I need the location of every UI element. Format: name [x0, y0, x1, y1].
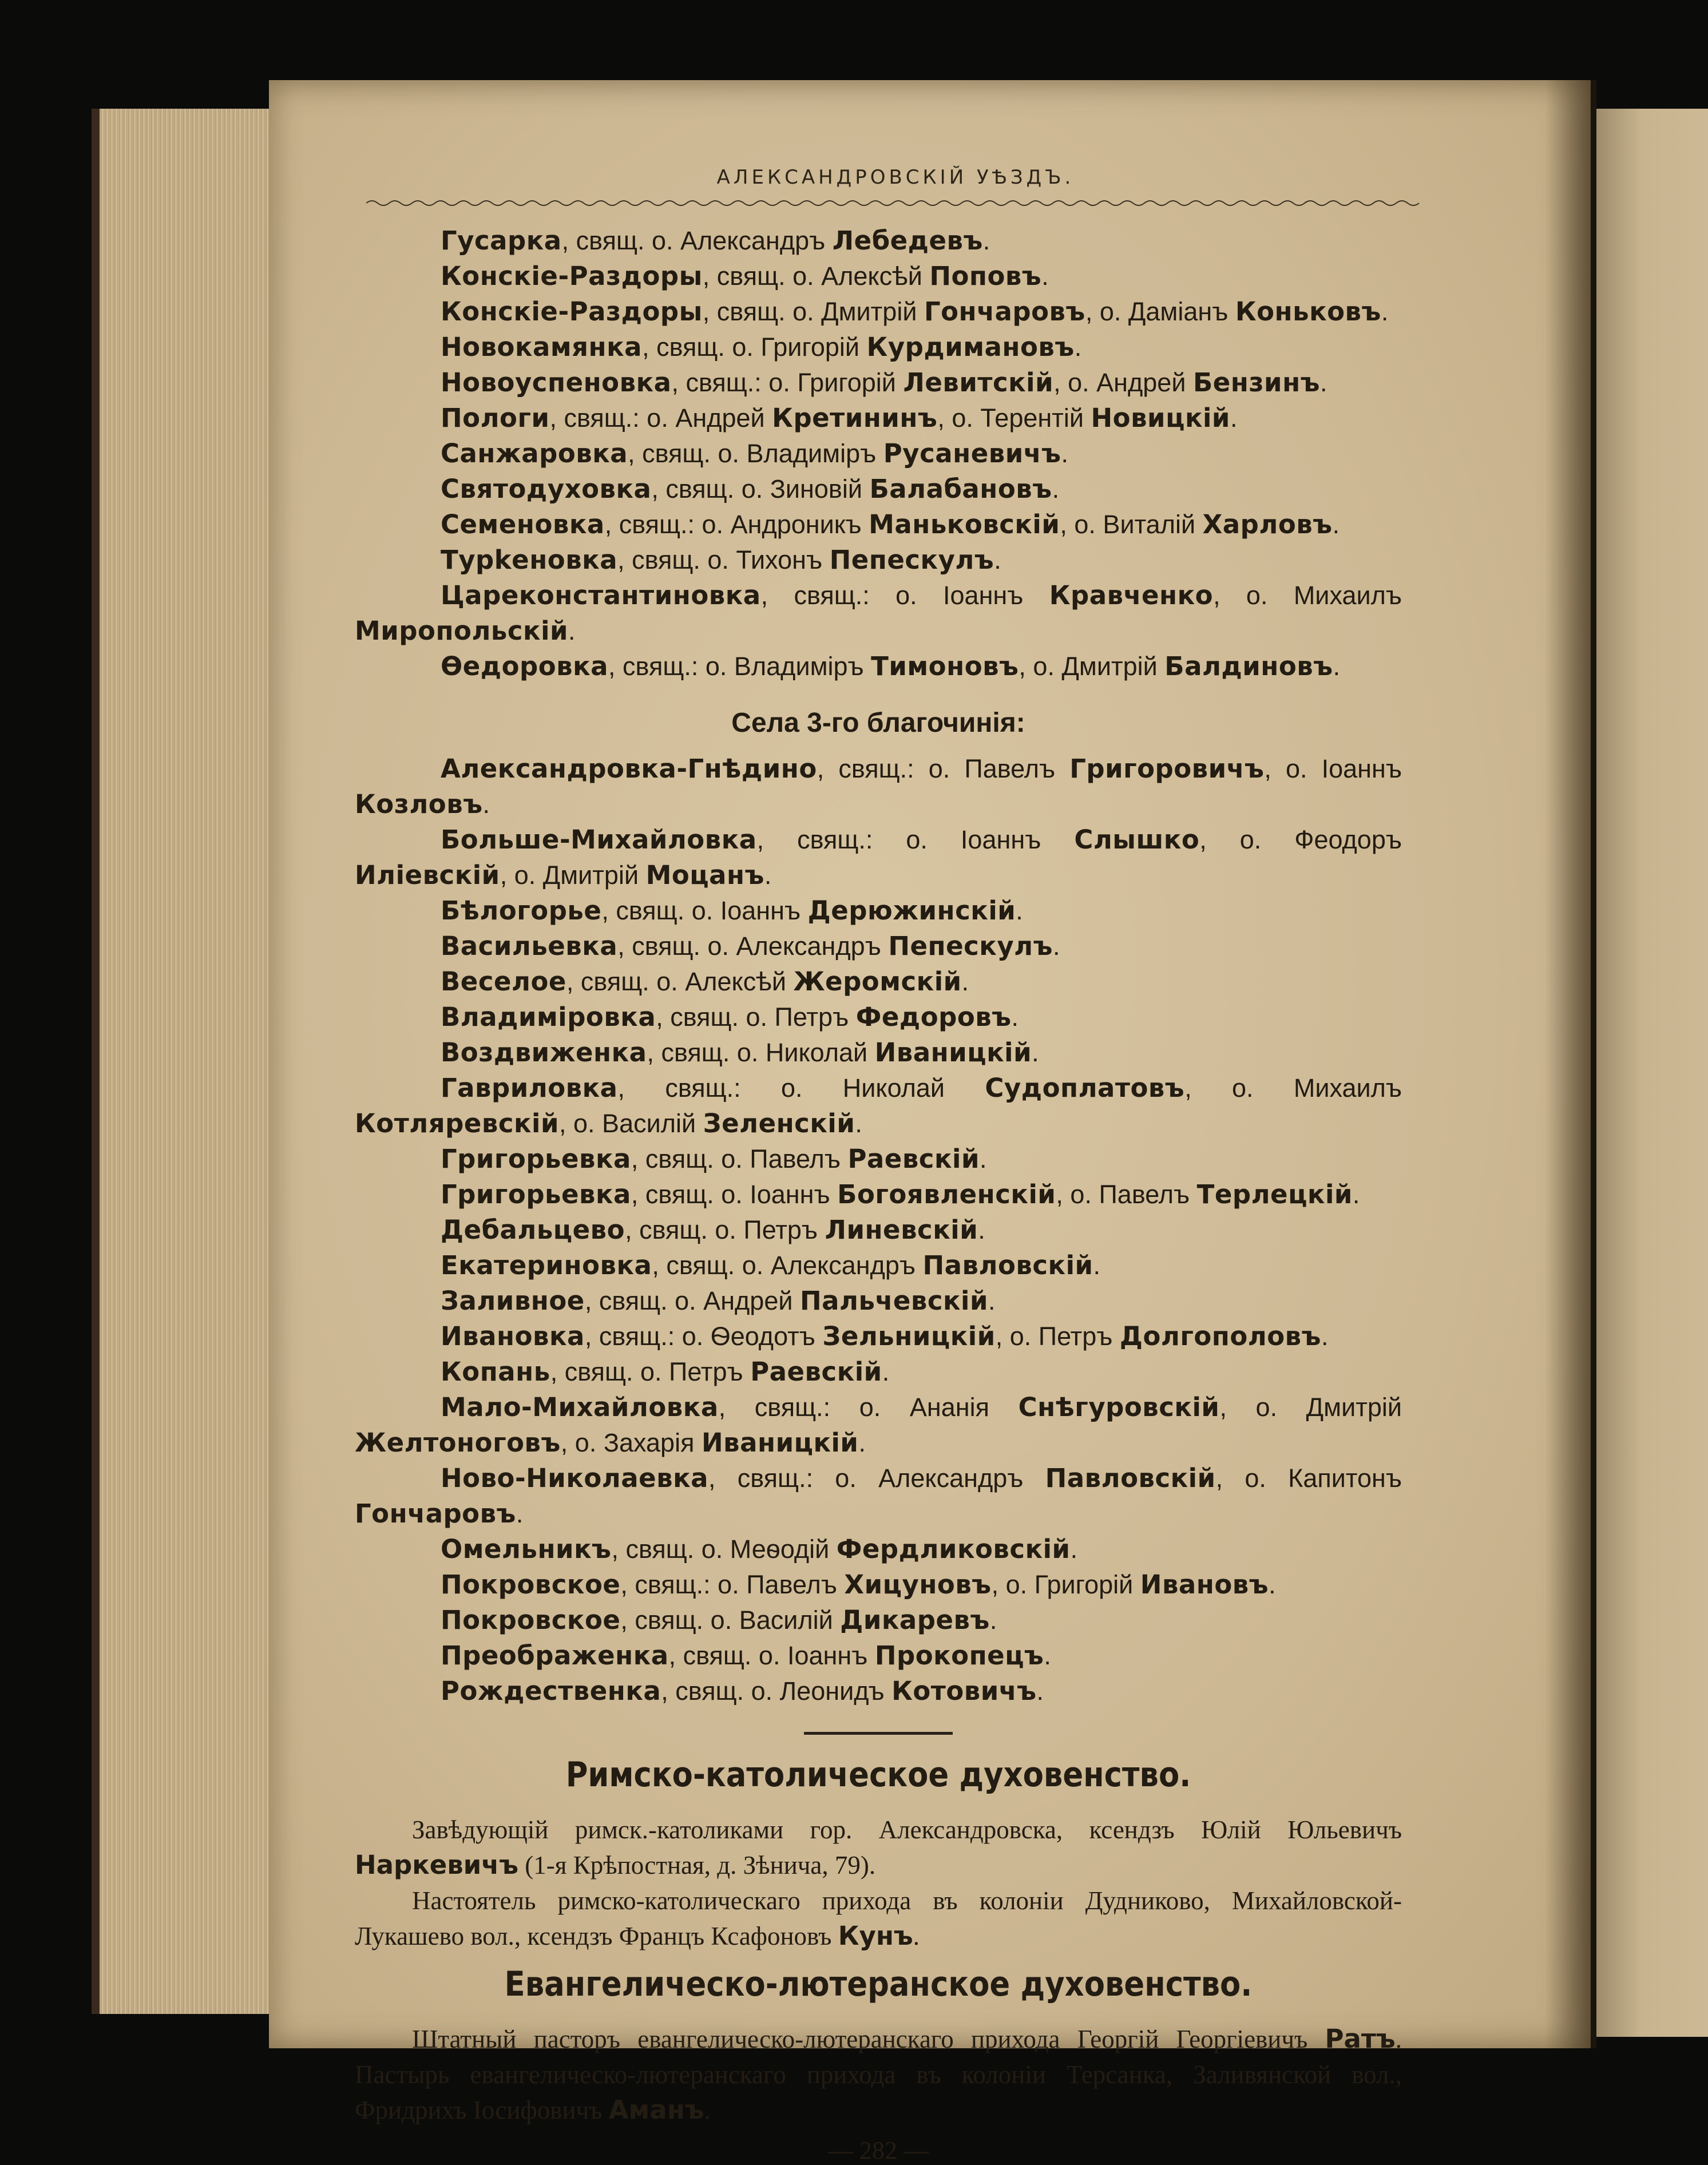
village-entry — [355, 822, 1402, 893]
text-run: , свящ. о. Павелъ — [631, 1144, 848, 1173]
text-run: . — [988, 1286, 996, 1315]
text-run: . — [882, 1357, 890, 1386]
text-run: . — [1032, 1038, 1039, 1067]
priest-surname: Хицуновъ — [844, 1569, 992, 1600]
village-entry — [355, 1354, 1402, 1390]
village-name: Новоуспеновка — [441, 367, 672, 398]
village-name: Турkеновка — [441, 545, 618, 575]
surname: Ратъ — [1325, 2024, 1396, 2054]
text-run: , свящ. о. Александръ — [652, 1251, 923, 1280]
priest-surname: Котляревскій — [355, 1108, 560, 1139]
village-entry — [355, 294, 1402, 330]
village-name: Цареконстантиновка — [441, 580, 761, 610]
text-run: . — [1041, 261, 1049, 291]
priest-surname: Илiевскій — [355, 860, 500, 890]
priest-surname: Фердликовскій — [836, 1534, 1071, 1564]
village-name: Заливное — [441, 1286, 585, 1316]
text-run: , о. Михаилъ — [1184, 1073, 1402, 1103]
text-run: . — [961, 967, 969, 996]
text-run: . — [1011, 1002, 1019, 1032]
village-entry — [355, 330, 1402, 365]
village-entry — [355, 1319, 1402, 1354]
village-name: Бѣлогорье — [441, 895, 602, 926]
village-name: Ивановка — [441, 1321, 585, 1351]
priest-surname: Прокопецъ — [874, 1640, 1044, 1671]
priest-surname: Жеромскій — [793, 966, 962, 997]
text-run: , свящ. о. Петръ — [625, 1215, 825, 1244]
text-run: . — [913, 1922, 920, 1950]
facing-page — [1596, 109, 1708, 2037]
text-run: , свящ. о. Александръ — [617, 931, 889, 961]
village-entry — [355, 649, 1402, 684]
village-name: Конскіе-Раздоры — [441, 261, 703, 291]
text-run: , свящ. о. Василій — [620, 1605, 841, 1635]
village-name: Гусарка — [441, 225, 562, 256]
text-run: , свящ.: о. Андроникъ — [604, 510, 869, 539]
text-run: , свящ. о. Алексѣй — [702, 261, 930, 291]
page-number: — 282 — — [828, 2136, 929, 2164]
text-run: , свящ. о. Дмитрій — [702, 297, 924, 326]
text-run: . — [982, 226, 990, 255]
village-name: Екатериновка — [441, 1250, 652, 1280]
priest-surname: Пепескулъ — [888, 931, 1053, 961]
text-run: . — [858, 1428, 866, 1457]
text-run: , о. Андрей — [1053, 368, 1193, 397]
village-entry — [355, 1603, 1402, 1638]
priest-surname: Гончаровъ — [355, 1498, 516, 1529]
village-entry — [355, 1000, 1402, 1035]
text-run: , свящ.: о. Андрей — [549, 403, 772, 433]
text-run: , свящ.: о. Александръ — [708, 1464, 1045, 1493]
village-name: Дебальцево — [441, 1215, 625, 1245]
priest-surname: Федоровъ — [855, 1002, 1012, 1032]
text-run: , о. Даміанъ — [1085, 297, 1235, 326]
priest-surname: Слышко — [1074, 824, 1200, 855]
text-run: , о. Іоаннъ — [1264, 754, 1402, 783]
text-run: , свящ. о. Петръ — [656, 1002, 856, 1032]
text-run: . — [1052, 474, 1060, 503]
priest-surname: Павловскій — [922, 1250, 1093, 1280]
priest-surname: Зельницкій — [822, 1321, 996, 1351]
text-run: . — [1044, 1641, 1051, 1670]
text-run: (1-я Крѣпостная, д. Зѣнича, 79). — [518, 1851, 876, 1879]
village-name: Копань — [441, 1357, 550, 1387]
village-entry — [355, 893, 1402, 929]
page-body — [355, 223, 1402, 2165]
priest-surname: Харловъ — [1202, 509, 1333, 540]
catholic-paragraph-1 — [355, 1812, 1402, 1883]
village-name: Григорьевка — [441, 1179, 631, 1210]
village-name: Васильевка — [441, 931, 618, 961]
village-entry — [355, 365, 1402, 401]
priest-surname: Поповъ — [929, 261, 1042, 291]
text-run: , свящ. о. Владиміръ — [628, 439, 883, 468]
text-run: , о. Павелъ — [1056, 1180, 1197, 1209]
text-run: , о. Василій — [559, 1109, 703, 1138]
text-run: . — [1321, 1322, 1329, 1351]
village-entry — [355, 1248, 1402, 1283]
text-run: , свящ. о. Зиновій — [651, 474, 870, 503]
text-run: Настоятель римско-католическаго прихода въ колоніи Дудниково, Михайловской-Лукашево вол., ксендзъ Францъ Ксафоновъ — [355, 1886, 1402, 1950]
village-name: Санжаровка — [441, 438, 628, 469]
village-name: Александровка-Гнѣдино — [441, 754, 817, 784]
priest-surname: Пальчевскій — [800, 1286, 989, 1316]
text-run: . — [704, 2096, 711, 2124]
priest-surname: Миропольскій — [355, 616, 569, 646]
priest-surname: Левитскій — [903, 367, 1054, 398]
village-entry — [355, 964, 1402, 1000]
section-3-list — [355, 751, 1402, 1709]
village-entry — [355, 1212, 1402, 1248]
text-run: , свящ.: о. Павелъ — [620, 1570, 845, 1599]
village-name: Ѳедоровка — [441, 651, 609, 681]
text-run: . — [1070, 1534, 1078, 1564]
text-run: . — [1381, 297, 1389, 326]
text-run: , о. Феодоръ — [1199, 825, 1402, 854]
village-entry — [355, 1461, 1402, 1532]
text-run: . — [1061, 439, 1068, 468]
priest-surname: Котовичъ — [891, 1676, 1037, 1706]
text-run: , свящ. о. Іоаннъ — [631, 1180, 838, 1209]
village-entry — [355, 1177, 1402, 1212]
priest-surname: Желтоноговъ — [355, 1428, 561, 1458]
village-name: Семеновка — [441, 509, 605, 540]
text-run: , свящ. о. Григорій — [642, 332, 867, 362]
village-name: Гавриловка — [441, 1073, 618, 1103]
text-run: , о. Захарія — [560, 1428, 702, 1457]
village-entry — [355, 1283, 1402, 1319]
text-run: . — [1093, 1251, 1101, 1280]
village-name: Веселое — [441, 966, 566, 997]
text-run: . — [1230, 403, 1238, 433]
village-name: Покровское — [441, 1605, 621, 1635]
village-name: Больше-Михайловка — [441, 824, 757, 855]
running-header: АЛЕКСАНДРОВСКІЙ УѢЗДЪ. — [716, 166, 1075, 189]
text-run: , свящ. о. Тихонъ — [617, 545, 830, 574]
village-name: Рождественка — [441, 1676, 661, 1706]
text-run: . — [1016, 896, 1023, 925]
village-entry — [355, 578, 1402, 649]
priest-surname: Ивановъ — [1140, 1569, 1269, 1600]
village-entry — [355, 1674, 1402, 1709]
village-name: Святодуховка — [441, 474, 652, 504]
text-run: . — [989, 1605, 997, 1635]
lutheran-paragraph — [355, 2021, 1402, 2128]
text-run: . — [1036, 1676, 1044, 1706]
text-run: Завѣдующій римск.-католиками гор. Александровска, ксендзъ Юлій Юльевичъ — [412, 1815, 1402, 1844]
text-run: , свящ. о. Іоаннъ — [601, 896, 808, 925]
text-run: . — [1269, 1570, 1276, 1599]
village-entry — [355, 1567, 1402, 1603]
village-entry — [355, 1035, 1402, 1070]
text-run: , свящ.: о. Ананія — [718, 1393, 1019, 1422]
village-name: Григорьевка — [441, 1144, 631, 1174]
text-run: . — [979, 1144, 987, 1173]
village-entry — [355, 1638, 1402, 1674]
priest-surname: Кравченко — [1049, 580, 1214, 610]
village-entry — [355, 507, 1402, 542]
village-name: Пологи — [441, 403, 550, 433]
text-run: . — [1352, 1180, 1360, 1209]
section-divider — [804, 1732, 953, 1735]
text-run: . — [1052, 931, 1060, 961]
priest-surname: Зеленскій — [703, 1108, 855, 1139]
text-run: , о. Григорій — [991, 1570, 1140, 1599]
text-run: . — [978, 1215, 985, 1244]
text-run: , о. Дмитрій — [500, 861, 646, 890]
text-run: , свящ.: о. Іоаннъ — [756, 825, 1075, 854]
text-run: , свящ. о. Александръ — [561, 226, 833, 255]
surname: Кунъ — [838, 1921, 913, 1951]
priest-surname: Иваницкій — [874, 1037, 1032, 1068]
priest-surname: Снѣгуровскій — [1018, 1392, 1220, 1422]
priest-surname: Долгополовъ — [1119, 1321, 1321, 1351]
village-name: Конскіе-Раздоры — [441, 296, 703, 327]
text-run: . — [1333, 652, 1341, 681]
village-entry — [355, 1532, 1402, 1567]
text-run: . — [1319, 368, 1327, 397]
text-run: , свящ. о. Іоаннъ — [668, 1641, 875, 1670]
text-run: . — [482, 790, 490, 819]
priest-surname: Маньковскій — [869, 509, 1060, 540]
village-entry — [355, 471, 1402, 507]
lutheran-title: Евангелическо-лютеранское духовенство. — [504, 1964, 1253, 2004]
village-entry — [355, 542, 1402, 578]
text-run: . — [855, 1109, 862, 1138]
text-run: , о. Капитонъ — [1215, 1464, 1402, 1493]
text-run: , свящ. о. Меѳодій — [611, 1534, 837, 1564]
priest-surname: Балабановъ — [869, 474, 1052, 504]
priest-surname: Моцанъ — [645, 860, 764, 890]
priest-surname: Иваницкій — [701, 1428, 859, 1458]
text-run: . Пастырь евангелическо-лютеранскаго прихода въ колоніи Терсанка, Заливянской вол., Фридрихъ Іосифовичъ — [355, 2025, 1402, 2124]
text-run: , свящ. о. Алексѣй — [566, 967, 794, 996]
village-name: Омельникъ — [441, 1534, 612, 1564]
priest-surname: Терлецкій — [1196, 1179, 1353, 1210]
text-run: . — [568, 616, 576, 645]
village-entry — [355, 436, 1402, 471]
catholic-paragraph-2 — [355, 1883, 1402, 1954]
text-run: , свящ.: о. Ѳеодотъ — [584, 1322, 823, 1351]
text-run: , о. Виталій — [1060, 510, 1203, 539]
priest-surname: Богоявленскій — [837, 1179, 1056, 1210]
priest-surname: Пепескулъ — [829, 545, 994, 575]
priest-surname: Новицкій — [1091, 403, 1230, 433]
priest-surname: Дикаревъ — [840, 1605, 990, 1635]
priest-surname: Бензинъ — [1192, 367, 1320, 398]
text-run: , о. Дмитрій — [1019, 652, 1165, 681]
text-run: , свящ.: о. Григорій — [671, 368, 903, 397]
text-run: , свящ. о. Петръ — [550, 1357, 751, 1386]
village-name: Покровское — [441, 1569, 621, 1600]
priest-surname: Лебедевъ — [832, 225, 983, 256]
priest-surname: Тимоновъ — [871, 651, 1019, 681]
text-run: , свящ. о. Леонидъ — [661, 1676, 892, 1706]
priest-surname: Балдиновъ — [1164, 651, 1333, 681]
priest-surname: Козловъ — [355, 789, 483, 819]
text-run: . — [994, 545, 1001, 574]
text-run: , свящ. о. Андрей — [584, 1286, 800, 1315]
text-run: . — [1074, 332, 1082, 362]
text-run: . — [516, 1499, 524, 1528]
text-run: , свящ.: о. Павелъ — [817, 754, 1070, 783]
village-name: Воздвиженка — [441, 1037, 647, 1068]
priest-surname: Коньковъ — [1235, 296, 1381, 327]
text-run: , свящ. о. Николай — [647, 1038, 875, 1067]
surname: Аманъ — [608, 2095, 704, 2125]
text-run: , свящ.: о. Іоаннъ — [760, 581, 1049, 610]
priest-surname: Григоровичъ — [1069, 754, 1265, 784]
text-run: , о. Петръ — [995, 1322, 1120, 1351]
village-name: Новокамянка — [441, 332, 643, 362]
surname: Наркевичъ — [355, 1850, 519, 1880]
gutter-shadow — [1545, 80, 1596, 2048]
priest-surname: Раевскій — [847, 1144, 980, 1174]
priest-surname: Кретининъ — [772, 403, 938, 433]
text-run: , свящ.: о. Николай — [617, 1073, 985, 1103]
village-name: Ново-Николаевка — [441, 1463, 709, 1493]
header-wavy-rule — [366, 197, 1425, 209]
village-name: Мало-Михайловка — [441, 1392, 719, 1422]
section-3-title: Села 3-го благочинія: — [731, 708, 1025, 738]
text-run: . — [764, 861, 772, 890]
book-page-edges — [92, 109, 288, 2014]
village-entry — [355, 259, 1402, 294]
village-entry — [355, 929, 1402, 964]
village-entry — [355, 1070, 1402, 1141]
village-name: Преображенка — [441, 1640, 669, 1671]
catholic-title: Римско-католическое духовенство. — [565, 1755, 1191, 1795]
text-run: , о. Михаилъ — [1213, 581, 1402, 610]
priest-surname: Судоплатовъ — [985, 1073, 1185, 1103]
priest-surname: Павловскій — [1045, 1463, 1216, 1493]
section-2-list — [355, 223, 1402, 684]
priest-surname: Курдимановъ — [866, 332, 1075, 362]
priest-surname: Раевскій — [750, 1357, 882, 1387]
village-name: Владиміровка — [441, 1002, 656, 1032]
text-run: , о. Дмитрій — [1219, 1393, 1402, 1422]
priest-surname: Дерюжинскій — [807, 895, 1016, 926]
village-entry — [355, 751, 1402, 822]
text-run: . — [1332, 510, 1340, 539]
text-run: , свящ.: о. Владиміръ — [608, 652, 871, 681]
village-entry — [355, 223, 1402, 259]
village-entry — [355, 1141, 1402, 1177]
text-run: , о. Терентій — [937, 403, 1091, 433]
village-entry — [355, 401, 1402, 436]
text-run: Штатный пасторъ евангелическо-лютеранскаго прихода Георгій Георгіевичъ — [412, 2025, 1325, 2053]
village-entry — [355, 1390, 1402, 1461]
priest-surname: Русаневичъ — [883, 438, 1061, 469]
priest-surname: Гончаровъ — [924, 296, 1085, 327]
priest-surname: Линевскій — [825, 1215, 978, 1245]
